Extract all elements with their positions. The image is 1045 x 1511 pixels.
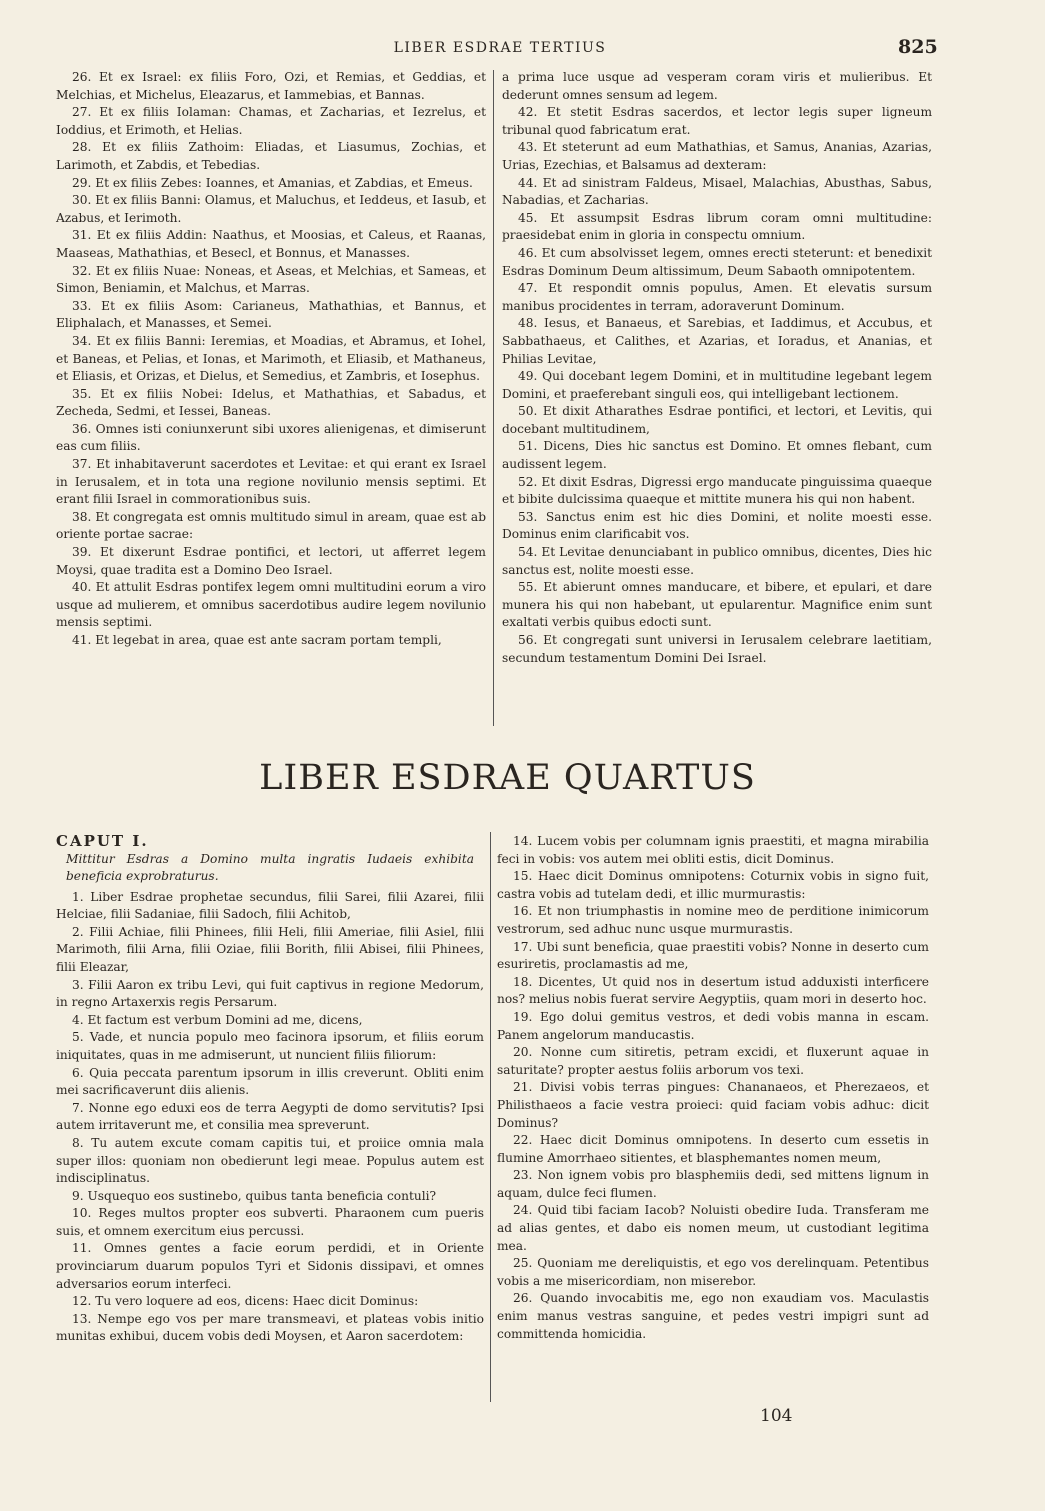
verse-paragraph: 23. Non ignem vobis pro blasphemiis dedi, sed mittens lignum in aquam, dulce feci flumen. [497, 1168, 929, 1200]
verse-paragraph: 37. Et inhabitaverunt sacerdotes et Levitae: et qui erant ex Israel in Ierusalem, et in tota una regione novilunio mensis septimi. Et erant filii Israel in commorationibus suis. [56, 457, 486, 507]
verse-paragraph: 38. Et congregata est omnis multitudo simul in aream, quae est ab oriente portae sacrae: [56, 509, 486, 542]
top-right-column [502, 69, 932, 667]
column-divider-bottom [490, 832, 491, 1402]
verse-paragraph: 45. Et assumpsit Esdras librum coram omni multitudine: praesidebat enim in gloria in conspectu omnium. [502, 210, 932, 243]
column-divider-top [493, 70, 494, 726]
running-header: LIBER ESDRAE TERTIUS [393, 40, 607, 56]
verse-paragraph: 31. Et ex filiis Addin: Naathus, et Moosias, et Caleus, et Raanas, Maaseas, Mathathias, et Besecl, et Bonnus, et Manasses. [56, 228, 486, 260]
verse-paragraph: 5. Vade, et nuncia populo meo facinora ipsorum, et filiis eorum iniquitates, quas in me admiserunt, ut nuncient filiis filiorum: [56, 1030, 484, 1062]
verse-paragraph: 39. Et dixerunt Esdrae pontifici, et lectori, ut afferret legem Moysi, quae tradita est a Domino Deo Israel. [56, 545, 486, 577]
verse-paragraph: 19. Ego dolui gemitus vestros, et dedi vobis manna in escam. Panem angelorum manducastis. [497, 1009, 929, 1042]
verse-paragraph: 43. Et steterunt ad eum Mathathias, et Samus, Ananias, Azarias, Urias, Ezechias, et Balsamus ad dexteram: [502, 140, 932, 172]
verse-paragraph: 15. Haec dicit Dominus omnipotens: Coturnix vobis in signo fuit, castra vobis ad tutelam dedi, et illic murmurastis: [497, 869, 929, 901]
verse-paragraph: 29. Et ex filiis Zebes: Ioannes, et Amanias, et Zabdias, et Emeus. [72, 175, 473, 190]
verse-paragraph: 24. Quid tibi faciam Iacob? Noluisti obedire Iuda. Transferam me ad alias gentes, et dabo eis nomen meum, ut custodiant legitima mea. [497, 1203, 929, 1253]
verse-paragraph: 56. Et congregati sunt universi in Ierusalem celebrare laetitiam, secundum testamentum Domini Dei Israel. [502, 633, 932, 665]
book-title [0, 758, 1045, 798]
verse-paragraph: 46. Et cum absolvisset legem, omnes erecti steterunt: et benedixit Esdras Dominum Deum altissimum, Deum Sabaoth omnipotentem. [502, 245, 932, 278]
verse-paragraph: 53. Sanctus enim est hic dies Domini, et nolite moesti esse. Dominus enim clarificabit vos. [502, 509, 932, 542]
verse-paragraph: 42. Et stetit Esdras sacerdos, et lector legis super ligneum tribunal quod fabricatum erat. [502, 105, 932, 137]
verse-paragraph: 1. Liber Esdrae prophetae secundus, filii Sarei, filii Azarei, filii Helciae, filii Sadaniae, filii Sadoch, filii Achitob, [56, 889, 484, 922]
signature-mark: 104 [760, 1406, 793, 1426]
verse-paragraph: 36. Omnes isti coniunxerunt sibi uxores alienigenas, et dimiserunt eas cum filiis. [56, 421, 486, 454]
verse-paragraph: 21. Divisi vobis terras pingues: Chananaeos, et Pherezaeos, et Philisthaeos a facie vestra proieci: quid faciam vobis adhuc: dicit Dominus? [497, 1080, 929, 1130]
verse-paragraph: 11. Omnes gentes a facie eorum perdidi, et in Oriente provinciarum duarum populos Tyri et Sidonis dissipavi, et omnes adversarios eorum interfeci. [56, 1241, 484, 1291]
chapter-heading: CAPUT I. [56, 832, 149, 850]
verse-paragraph: 25. Quoniam me dereliquistis, et ego vos derelinquam. Petentibus vobis a me misericordiam, non miserebor. [497, 1256, 929, 1288]
verse-paragraph: 40. Et attulit Esdras pontifex legem omni multitudini eorum a viro usque ad mulierem, et omnibus sacerdotibus audire legem novilunio mensis septimi. [56, 580, 486, 630]
verse-paragraph: 12. Tu vero loquere ad eos, dicens: Haec dicit Dominus: [72, 1294, 419, 1309]
bottom-left-column [56, 833, 484, 1346]
verse-paragraph: 55. Et abierunt omnes manducare, et bibere, et epulari, et dare munera his qui non habebant, ut epularentur. Magnifice enim sunt exaltati verbis quibus edocti sunt. [502, 580, 932, 630]
book-title-text: LIBER ESDRAE QUARTUS [259, 758, 756, 798]
verse-paragraph: 28. Et ex filiis Zathoim: Eliadas, et Liasumus, Zochias, et Larimoth, et Zabdis, et Tebedias. [56, 140, 486, 172]
verse-paragraph: 7. Nonne ego eduxi eos de terra Aegypti de domo servitutis? Ipsi autem irritaverunt me, et consilia mea spreverunt. [56, 1100, 484, 1133]
verse-paragraph: 20. Nonne cum sitiretis, petram excidi, et fluxerunt aquae in saturitate? propter aestus foliis arborum vos texi. [497, 1045, 929, 1077]
bottom-right-column [497, 833, 929, 1343]
verse-paragraph: 32. Et ex filiis Nuae: Noneas, et Aseas, et Melchias, et Sameas, et Simon, Beniamin, et Malchus, et Marras. [56, 263, 486, 296]
verse-paragraph: 30. Et ex filiis Banni: Olamus, et Maluchus, et Ieddeus, et Iasub, et Azabus, et Ierimoth. [56, 193, 486, 225]
verse-paragraph: 33. Et ex filiis Asom: Carianeus, Mathathias, et Bannus, et Eliphalach, et Manasses, et Semei. [56, 298, 486, 331]
verse-paragraph: 48. Iesus, et Banaeus, et Sarebias, et Iaddimus, et Accubus, et Sabbathaeus, et Calithes, et Azarias, et Ioradus, et Ananias, et Philias Levitae, [502, 316, 932, 366]
verse-paragraph: 18. Dicentes, Ut quid nos in desertum istud adduxisti interficere nos? melius nobis fuerat servire Aegyptiis, quam mori in deserto hoc. [497, 974, 929, 1007]
verse-paragraph: 22. Haec dicit Dominus omnipotens. In deserto cum essetis in flumine Amorrhaeo sitientes, et blasphemantes nomen meum, [497, 1133, 929, 1165]
chapter-summary: Mittitur Esdras a Domino multa ingratis Iudaeis exhibita beneficia exprobraturus. [66, 851, 474, 883]
verse-paragraph: 49. Qui docebant legem Domini, et in multitudine legebant legem Domini, et praeferebant singuli eos, qui intelligebant lectionem. [502, 369, 932, 401]
verse-paragraph: 34. Et ex filiis Banni: Ieremias, et Moadias, et Abramus, et Iohel, et Baneas, et Pelias, et Ionas, et Marimoth, et Eliasib, et Mathaneus, et Eliasis, et Orizas, et Dielus, et Semedius, et Zambris, et Iosephus. [56, 333, 486, 384]
verse-paragraph: 10. Reges multos propter eos subverti. Pharaonem cum pueris suis, et omnem exercitum eius percussi. [56, 1206, 484, 1238]
verse-paragraph: 17. Ubi sunt beneficia, quae praestiti vobis? Nonne in deserto cum esuriretis, proclamastis ad me, [497, 939, 929, 972]
verse-paragraph: 44. Et ad sinistram Faldeus, Misael, Malachias, Abusthas, Sabus, Nabadias, et Zacharias. [502, 175, 932, 208]
verse-paragraph: 6. Quia peccata parentum ipsorum in illis creverunt. Obliti enim mei sacrificaverunt diis alienis. [56, 1065, 484, 1098]
verse-paragraph: 41. Et legebat in area, quae est ante sacram portam templi, [72, 633, 442, 647]
verse-paragraph: 8. Tu autem excute comam capitis tui, et proiice omnia mala super illos: quoniam non obedierunt legi meae. Populus autem est indisciplinatus. [56, 1135, 484, 1186]
verse-paragraph: 51. Dicens, Dies hic sanctus est Domino. Et omnes flebant, cum audissent legem. [502, 439, 932, 472]
verse-paragraph: a prima luce usque ad vesperam coram viris et mulieribus. Et dederunt omnes sensum ad legem. [502, 70, 932, 102]
verse-paragraph: 26. Quando invocabitis me, ego non exaudiam vos. Maculastis enim manus vestras sanguine, et pedes vestri impigri sunt ad committenda homicidia. [497, 1291, 929, 1341]
verse-paragraph: 16. Et non triumphastis in nomine meo de perditione inimicorum vestrorum, sed adhuc nunc usque murmurastis. [497, 904, 929, 936]
page-number: 825 [898, 36, 938, 58]
verse-paragraph: 27. Et ex filiis Iolaman: Chamas, et Zacharias, et Iezrelus, et Ioddius, et Erimoth, et Helias. [56, 105, 486, 137]
verse-paragraph: 2. Filii Achiae, filii Phinees, filii Heli, filii Ameriae, filii Asiel, filii Marimoth, filii Arna, filii Oziae, filii Borith, filii Abisei, filii Phinees, filii Eleazar, [56, 924, 484, 974]
verse-paragraph: 35. Et ex filiis Nobei: Idelus, et Mathathias, et Sabadus, et Zecheda, Sedmi, et Iessei, Baneas. [56, 386, 486, 419]
verse-paragraph: 26. Et ex Israel: ex filiis Foro, Ozi, et Remias, et Geddias, et Melchias, et Michelus, Eleazarus, et Iammebias, et Bannas. [56, 70, 486, 102]
verse-paragraph: 47. Et respondit omnis populus, Amen. Et elevatis sursum manibus procidentes in terram, adoraverunt Dominum. [502, 281, 932, 313]
verse-paragraph: 13. Nempe ego vos per mare transmeavi, et plateas vobis initio munitas exhibui, ducem vobis dedi Moysen, et Aaron sacerdotem: [56, 1311, 484, 1344]
verse-paragraph: 52. Et dixit Esdras, Digressi ergo manducate pinguissima quaeque et bibite dulcissima quaeque et mittite munera his qui non habent. [502, 474, 932, 507]
verse-paragraph: 54. Et Levitae denunciabant in publico omnibus, dicentes, Dies hic sanctus est, nolite moesti esse. [502, 545, 932, 577]
top-left-column [56, 69, 486, 650]
verse-paragraph: 9. Usquequo eos sustinebo, quibus tanta beneficia contuli? [72, 1188, 437, 1203]
verse-paragraph: 14. Lucem vobis per columnam ignis praestiti, et magna mirabilia feci in vobis: vos autem mei obliti estis, dicit Dominus. [497, 834, 929, 866]
verse-paragraph: 3. Filii Aaron ex tribu Levi, qui fuit captivus in regione Medorum, in regno Artaxerxis regis Persarum. [56, 977, 484, 1010]
verse-paragraph: 50. Et dixit Atharathes Esdrae pontifici, et lectori, et Levitis, qui docebant multitudinem, [502, 404, 932, 436]
verse-paragraph: 4. Et factum est verbum Domini ad me, dicens, [72, 1012, 363, 1027]
